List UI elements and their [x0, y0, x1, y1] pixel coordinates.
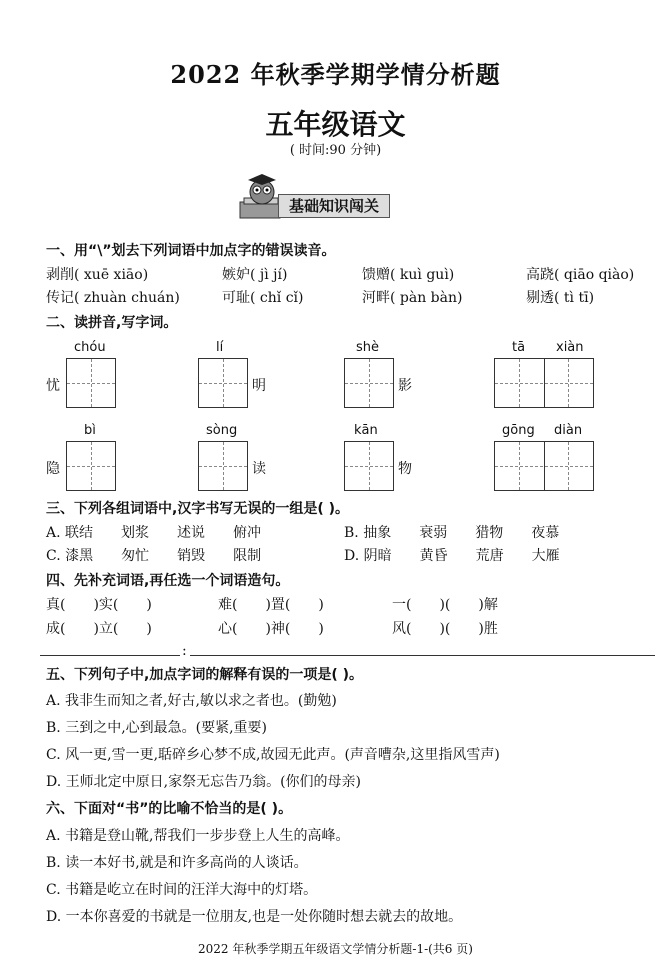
pinyin: gōng — [502, 423, 535, 438]
writing-grid[interactable] — [66, 358, 116, 408]
writing-grid[interactable] — [198, 358, 248, 408]
q1-item: 可耻( chǐ cǐ) — [222, 290, 304, 306]
q5-heading: 五、下列句子中,加点字词的解释有误的一项是( )。 — [46, 667, 363, 683]
writing-grid[interactable] — [66, 441, 116, 491]
given-char: 忧 — [46, 378, 60, 394]
q6-option-b: B. 读一本好书,就是和许多高尚的人谈话。 — [46, 855, 308, 871]
pinyin: lí — [216, 340, 224, 355]
q3-option-a: A. 联结 划浆 述说 俯冲 — [46, 525, 262, 541]
page-footer: 2022 年秋季学期五年级语文学情分析题-1-(共6 页) — [198, 942, 473, 956]
q6-option-a: A. 书籍是登山靴,帮我们一步步登上人生的高峰。 — [46, 828, 350, 844]
q3-option-d: D. 阴暗 黄昏 荒唐 大雁 — [344, 548, 560, 564]
q1-item: 嫉妒( jì jí) — [222, 267, 288, 283]
q1-item: 高跷( qiāo qiào) — [526, 267, 635, 283]
q3-heading: 三、下列各组词语中,汉字书写无误的一组是( )。 — [46, 501, 349, 517]
q5-option-b: B. 三到之中,心到最急。(要紧,重要) — [46, 720, 268, 736]
fill-word[interactable]: 真( )实( ) — [46, 597, 152, 613]
pinyin: chóu — [74, 340, 106, 355]
writing-grid[interactable] — [344, 441, 394, 491]
given-char: 影 — [398, 378, 412, 394]
fill-word[interactable]: 成( )立( ) — [46, 621, 152, 637]
pinyin: bì — [84, 423, 96, 438]
q3-option-b: B. 抽象 衰弱 猎物 夜慕 — [344, 525, 560, 541]
pinyin: tā — [512, 340, 526, 355]
pinyin: shè — [356, 340, 380, 355]
pinyin: sòng — [206, 423, 238, 438]
subject-title: 五年级语文 — [265, 108, 406, 141]
pinyin: diàn — [554, 423, 583, 438]
given-char: 隐 — [46, 461, 60, 477]
q6-option-d: D. 一本你喜爱的书就是一位朋友,也是一处你随时想去就去的故地。 — [46, 909, 463, 925]
q5-option-d: D. 王师北定中原日,家祭无忘告乃翁。(你们的母亲) — [46, 774, 361, 790]
q2-heading: 二、读拼音,写字词。 — [46, 315, 178, 331]
fill-word[interactable]: 难( )置( ) — [218, 597, 324, 613]
writing-grid[interactable] — [198, 441, 248, 491]
fill-word[interactable]: 一( )( )解 — [392, 597, 498, 613]
colon: : — [182, 643, 187, 659]
pinyin: xiàn — [556, 340, 584, 355]
q6-heading: 六、下面对“书”的比喻不恰当的是( )。 — [46, 801, 293, 817]
exam-title: 2022 年秋季学期学情分析题 — [170, 60, 501, 89]
time-limit: ( 时间:90 分钟) — [289, 143, 382, 158]
q6-option-c: C. 书籍是屹立在时间的汪洋大海中的灯塔。 — [46, 882, 318, 898]
q4-heading: 四、先补充词语,再任选一个词语造句。 — [46, 573, 290, 589]
pinyin: kān — [354, 423, 378, 438]
writing-grid[interactable] — [344, 358, 394, 408]
q1-item: 剔透( tì tī) — [526, 290, 595, 306]
q5-option-a: A. 我非生而知之者,好古,敏以求之者也。(勤勉) — [46, 693, 337, 709]
q3-option-c: C. 漆黑 匆忙 销毁 限制 — [46, 548, 262, 564]
word-answer-line[interactable] — [40, 655, 180, 656]
q1-item: 馈赠( kuì guì) — [362, 267, 455, 283]
fill-word[interactable]: 风( )( )胜 — [392, 621, 498, 637]
q1-item: 传记( zhuàn chuán) — [46, 290, 180, 306]
sentence-answer-line[interactable] — [190, 655, 655, 656]
fill-word[interactable]: 心( )神( ) — [218, 621, 324, 637]
q5-option-c: C. 风一更,雪一更,聒碎乡心梦不成,故园无此声。(声音嘈杂,这里指风雪声) — [46, 747, 500, 763]
section-banner — [234, 172, 434, 224]
writing-grid[interactable] — [494, 358, 594, 408]
q1-heading: 一、用“\”划去下列词语中加点字的错误读音。 — [46, 243, 336, 259]
writing-grid[interactable] — [494, 441, 594, 491]
banner-label: 基础知识闯关 — [278, 194, 390, 218]
given-char: 物 — [398, 461, 412, 477]
given-char: 明 — [252, 378, 266, 394]
q1-item: 河畔( pàn bàn) — [362, 290, 463, 306]
given-char: 读 — [252, 461, 266, 477]
q1-item: 剥削( xuē xiāo) — [46, 267, 149, 283]
